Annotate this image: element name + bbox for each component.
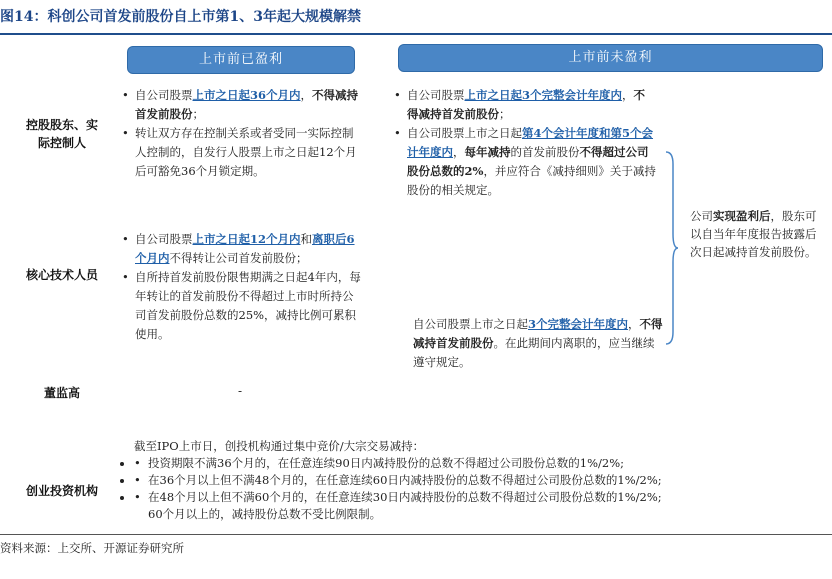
header-profitable-before-ipo: 上市前已盈利 (127, 46, 355, 74)
controller-right-block (394, 86, 656, 200)
list-item: • 自公司股票上市之日起第4个会计年度和第5个会计年度内，每年减持的首发前股份不得超过公司股份总数的2%，并应符合《减持细则》关于减持股份的相关规定。 (394, 124, 656, 200)
vc-outro: 60个月以上的，减持股份总数不受比例限制。 (148, 507, 382, 521)
list-item: • 自所持首发前股份限售期满之日起4年内，每年转让的首发前股份不得超过上市时所持公司首发前股份总数的25%，减持比例可累积使用。 (122, 268, 364, 344)
vc-intro: 截至IPO上市日，创投机构通过集中竞价/大宗交易减持： (134, 439, 425, 453)
list-item: • 转让双方存在控制关系或者受同一实际控制人控制的，自发行人股票上市之日起12个月后可豁免36个月锁定期。 (122, 124, 364, 181)
profit-release-note: 公司实现盈利后，股东可以自当年年度报告披露后次日起减持首发前股份。 (690, 209, 817, 259)
list-item: • • 投资期限不满36个月的，在任意连续90日内减持股份的总数不得超过公司股份总数的1%/2%; (134, 455, 824, 472)
source-note: 资料来源：上交所、开源证券研究所 (0, 541, 184, 555)
right-brace-icon (664, 150, 678, 346)
controller-left-block (122, 86, 364, 181)
header-unprofitable-before-ipo: 上市前未盈利 (398, 44, 823, 72)
figure-title: 图14：科创公司首发前股份自上市第1、3年起大规模解禁 (0, 9, 361, 25)
list-item: • 自公司股票上市之日起36个月内，不得减持首发前股份； (122, 86, 364, 124)
list-item: • • 在36个月以上但不满48个月的，在任意连续60日内减持股份的总数不得超过公司股份总数的1%/2%; (134, 472, 824, 489)
core-tech-left-block (122, 230, 364, 344)
core-tech-right-note: 自公司股票上市之日起3个完整会计年度内，不得减持首发前股份。在此期间内离职的，应当继续遵守规定。 (413, 317, 663, 369)
directors-value: - (238, 384, 243, 398)
title-divider (0, 33, 832, 35)
list-item: • 自公司股票上市之日起12个月内和离职后6个月内不得转让公司首发前股份； (122, 230, 364, 268)
row-label-core-tech: 核心技术人员 (25, 268, 98, 282)
vc-block (134, 438, 824, 523)
row-label-directors: 董监高 (43, 386, 80, 400)
list-item: • 自公司股票上市之日起3个完整会计年度内，不得减持首发前股份； (394, 86, 656, 124)
row-label-vc: 创业投资机构 (25, 484, 98, 498)
row-label-controller: 控股股东、实 际控制人 (25, 118, 98, 150)
bottom-divider (0, 534, 832, 535)
list-item: • • 在48个月以上但不满60个月的，在任意连续30日内减持股份的总数不得超过公司股份总数的1%/2%; (134, 489, 824, 506)
